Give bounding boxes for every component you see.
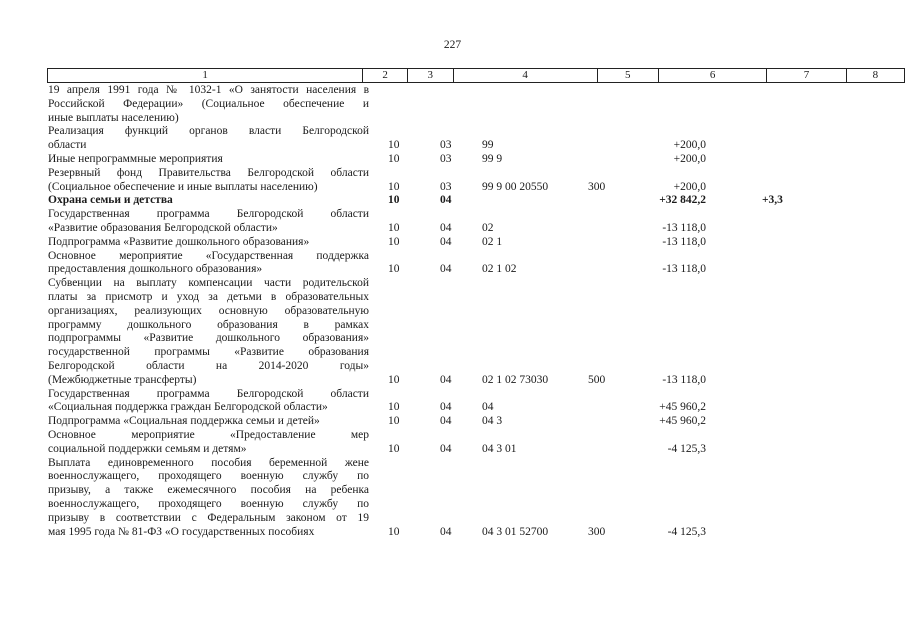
section-code: 10 [388,139,400,152]
row-description [48,250,369,278]
description-line: предоставления дошкольного образования» [48,263,263,276]
target-article-code: 04 3 01 [482,442,517,455]
description-line: «Социальная поддержка граждан Белгородской области» [48,401,328,414]
section-code: 10 [388,442,400,455]
table-row [0,125,905,153]
subsection-code: 04 [440,401,452,414]
amount-change: -13 118,0 [662,263,706,276]
target-article-code: 04 3 01 52700 [482,525,549,538]
amount-change: +45 960,2 [659,415,706,428]
target-article-code: 99 9 [482,152,503,165]
table-row [0,167,905,195]
subsection-code: 03 [440,139,452,152]
expense-type-code: 300 [588,180,606,193]
amount-change: +45 960,2 [659,401,706,414]
row-description [48,208,369,236]
description-line: (Социальное обеспечение и иные выплаты населению) [48,180,318,193]
section-code: 10 [388,194,400,207]
description-line: Белгородской области на 2014-2020 годы» [48,359,369,372]
table-row [0,277,905,387]
description-line: (Межбюджетные трансферты) [48,373,197,386]
description-line: военнослужащего, проходящего военную службу по [48,497,369,510]
target-article-code: 02 1 [482,235,503,248]
section-code: 10 [388,221,400,234]
column-header-8: 8 [846,69,904,83]
description-line: призыву, а также ежемесячного пособия на ребенка [48,484,369,497]
row-description [48,388,369,416]
section-code: 10 [388,373,400,386]
section-code: 10 [388,415,400,428]
table-row [0,194,905,208]
amount-change: -4 125,3 [667,525,706,538]
amount-change: -13 118,0 [662,235,706,248]
column-header-6: 6 [658,69,766,83]
subsection-code: 04 [440,194,452,207]
amount-change: -13 118,0 [662,373,706,386]
description-line: Выплата единовременного пособия беременной жене [48,456,369,469]
description-line: области [48,139,87,152]
subsection-code: 04 [440,373,452,386]
section-code: 10 [388,180,400,193]
table-row [0,429,905,457]
description-line: иные выплаты населению) [48,111,179,124]
row-description [48,457,369,540]
table-row [0,250,905,278]
description-line: Охрана семьи и детства [48,194,173,207]
section-code: 10 [388,152,400,165]
column-header-4: 4 [453,69,597,83]
row-description [48,429,369,457]
row-description [48,194,369,208]
description-line: мая 1995 года № 81-ФЗ «О государственных пособиях [48,525,315,538]
row-description [48,153,369,167]
description-line: Подпрограмма «Развитие дошкольного образования» [48,235,310,248]
target-article-code: 02 1 02 [482,263,517,276]
column-header-3: 3 [407,69,453,83]
target-article-code: 04 [482,401,494,414]
description-line: Основное мероприятие «Предоставление мер [48,428,369,441]
description-line: Подпрограмма «Социальная поддержка семьи и детей» [48,415,320,428]
table-row [0,153,905,167]
subsection-code: 04 [440,525,452,538]
table-row [0,84,905,125]
amount-change: +200,0 [673,180,706,193]
target-article-code: 02 1 02 73030 [482,373,549,386]
row-description [48,125,369,153]
table-row [0,415,905,429]
row-description [48,84,369,125]
target-article-code: 02 [482,221,494,234]
description-line: «Развитие образования Белгородской области» [48,221,278,234]
table-row [0,457,905,540]
description-line: социальной поддержки семьям и детям» [48,442,247,455]
column-header-row [48,69,905,83]
page-number: 227 [443,39,462,51]
target-article-code: 99 9 00 20550 [482,180,549,193]
description-line: Реализация функций органов власти Белгородской [48,125,369,138]
subsection-code: 04 [440,235,452,248]
description-line: 19 апреля 1991 года № 1032-1 «О занятости населения в [48,84,369,96]
description-line: Государственная программа Белгородской области [48,208,369,221]
expense-type-code: 300 [588,525,606,538]
subsection-code: 04 [440,263,452,276]
column-header-2: 2 [363,69,408,83]
amount-change-federal: +3,3 [762,194,783,207]
description-line: Основное мероприятие «Государственная поддержка [48,249,369,262]
row-description [48,167,369,195]
budget-table-body [0,84,905,539]
subsection-code: 04 [440,442,452,455]
section-code: 10 [388,263,400,276]
subsection-code: 03 [440,180,452,193]
description-line: военнослужащего, проходящего военную службу по [48,470,369,483]
amount-change: -13 118,0 [662,221,706,234]
target-article-code: 99 [482,139,494,152]
description-line: Субвенции на выплату компенсации части родительской [48,277,369,290]
row-description [48,415,369,429]
subsection-code: 03 [440,152,452,165]
table-row [0,236,905,250]
table-row [0,388,905,416]
expense-type-code: 500 [588,373,606,386]
amount-change: +200,0 [673,152,706,165]
description-line: Российской Федерации» (Социальное обеспечение и [48,97,369,110]
column-header-table [47,68,905,83]
description-line: Иные непрограммные мероприятия [48,152,223,165]
column-header-1: 1 [48,69,363,83]
column-header-5: 5 [597,69,658,83]
table-row [0,208,905,236]
description-line: программу дошкольного образования в рамках [48,318,369,331]
description-line: государственной программы «Развитие образования [48,346,369,359]
row-description [48,236,369,250]
description-line: организациях, реализующих основную образовательную [48,304,369,317]
description-line: подпрограммы «Развитие дошкольного образования» [48,332,369,345]
section-code: 10 [388,235,400,248]
column-header-7: 7 [767,69,846,83]
row-description [48,277,369,387]
description-line: Государственная программа Белгородской области [48,387,369,400]
section-code: 10 [388,525,400,538]
subsection-code: 04 [440,221,452,234]
description-line: платы за присмотр и уход за детьми в образовательных [48,290,369,303]
amount-change: +200,0 [673,139,706,152]
description-line: Резервный фонд Правительства Белгородской области [48,166,369,179]
subsection-code: 04 [440,415,452,428]
amount-change: -4 125,3 [667,442,706,455]
target-article-code: 04 3 [482,415,503,428]
description-line: призыву в соответствии с Федеральным законом от 19 [48,511,369,524]
amount-change: +32 842,2 [659,194,706,207]
section-code: 10 [388,401,400,414]
